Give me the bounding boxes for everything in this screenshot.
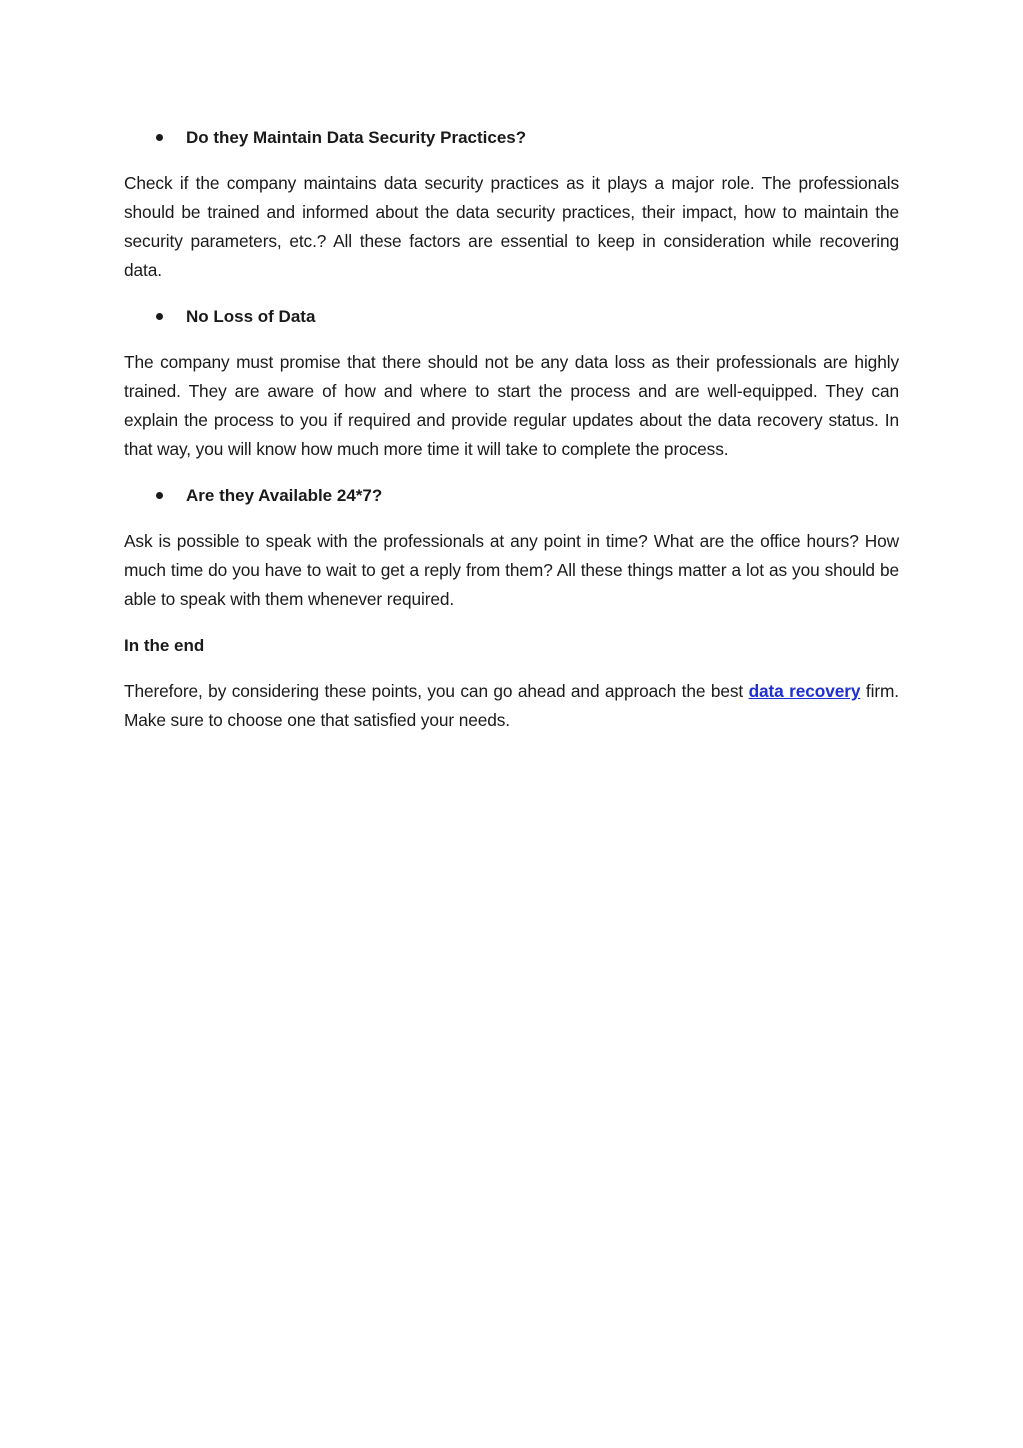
section-paragraph-security: Check if the company maintains data security practices as it plays a major role. The professionals should be trained and informed about the data security practices, their impact, how to maintain the security parameters, etc.? All these factors are essential to keep in consideration while recovering data. xyxy=(124,173,899,280)
section-heading-security xyxy=(124,123,899,152)
bullet-icon xyxy=(156,492,163,499)
section-paragraph-availability: Ask is possible to speak with the professionals at any point in time? What are the office hours? How much time do you have to wait to get a reply from them? All these things matter a lot as you should be able to speak with them whenever required. xyxy=(124,531,899,609)
conclusion-text-before-link: Therefore, by considering these points, you can go ahead and approach the best xyxy=(124,681,749,701)
bullet-icon xyxy=(156,134,163,141)
section-heading-text: Are they Available 24*7? xyxy=(186,486,383,505)
conclusion-text-after-link: firm. Make sure to choose one that satisfied your needs. xyxy=(124,681,899,730)
conclusion-paragraph xyxy=(124,677,899,735)
section-heading-text: No Loss of Data xyxy=(186,307,316,326)
section-heading-availability xyxy=(124,481,899,510)
conclusion-heading: In the end xyxy=(124,636,205,655)
section-paragraph-no-loss: The company must promise that there should not be any data loss as their professionals are highly trained. They are aware of how and where to start the process and are well-equipped. They can explain the process to you if required and provide regular updates about the data recovery status. In that way, you will know how much more time it will take to complete the process. xyxy=(124,352,899,459)
data-recovery-link[interactable]: data recovery xyxy=(748,681,861,701)
document-page xyxy=(124,123,899,752)
section-heading-no-loss xyxy=(124,302,899,331)
section-heading-text: Do they Maintain Data Security Practices? xyxy=(186,128,527,147)
bullet-icon xyxy=(156,313,163,320)
